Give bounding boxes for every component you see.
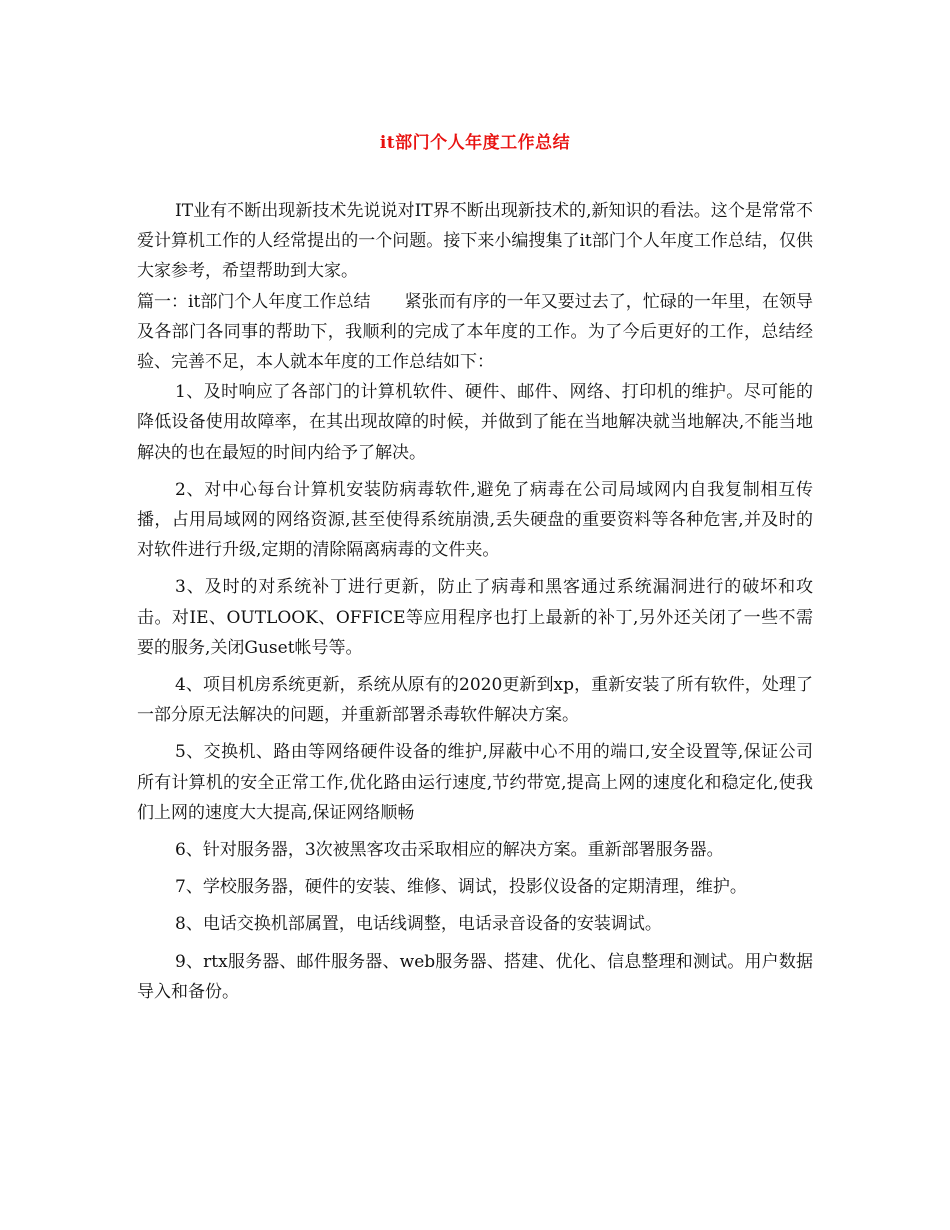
list-item: 2、对中心每台计算机安装防病毒软件,避免了病毒在公司局域网内自我复制相互传播，占用局域网的网络资源,甚至使得系统崩溃,丢失硬盘的重要资料等各种危害,并及时的对软件进行升级,定期的清除隔离病毒的文件夹。 bbox=[137, 479, 813, 561]
section-one-paragraph: 篇一：it部门个人年度工作总结 紧张而有序的一年又要过去了，忙碌的一年里，在领导及各部门各同事的帮助下，我顺利的完成了本年度的工作。为了今后更好的工作，总结经验、完善不足，本人就本年度的工作总结如下： bbox=[137, 291, 813, 373]
list-item: 3、及时的对系统补丁进行更新，防止了病毒和黑客通过系统漏洞进行的破坏和攻击。对IE、OUTLOOK、OFFICE等应用程序也打上最新的补丁,另外还关闭了一些不需要的服务,关闭Guset帐号等。 bbox=[137, 577, 813, 658]
list-item: 6、针对服务器，3次被黑客攻击采取相应的解决方案。重新部署服务器。 bbox=[175, 840, 724, 861]
intro-paragraph: IT业有不断出现新技术先说说对IT界不断出现新技术的,新知识的看法。这个是常常不爱计算机工作的人经常提出的一个问题。接下来小编搜集了it部门个人年度工作总结，仅供大家参考，希望帮助到大家。 bbox=[137, 201, 813, 282]
list-item: 7、学校服务器，硬件的安装、维修、调试，投影仪设备的定期清理，维护。 bbox=[175, 877, 747, 898]
document-body bbox=[137, 196, 813, 1007]
list-item: 1、及时响应了各部门的计算机软件、硬件、邮件、网络、打印机的维护。尽可能的降低设备使用故障率，在其出现故障的时候，并做到了能在当地解决就当地解决,不能当地解决的也在最短的时间内给予了解决。 bbox=[137, 382, 813, 463]
list-item: 4、项目机房系统更新，系统从原有的2020更新到xp，重新安装了所有软件，处理了一部分原无法解决的问题，并重新部署杀毒软件解决方案。 bbox=[137, 675, 813, 726]
list-item: 9、rtx服务器、邮件服务器、web服务器、搭建、优化、信息整理和测试。用户数据导入和备份。 bbox=[137, 951, 813, 1002]
document-title: it部门个人年度工作总结 bbox=[379, 133, 571, 153]
list-item: 8、电话交换机部属置，电话线调整，电话录音设备的安装调试。 bbox=[175, 914, 662, 935]
list-item: 5、交换机、路由等网络硬件设备的维护,屏蔽中心不用的端口,安全设置等,保证公司所有计算机的安全正常工作,优化路由运行速度,节约带宽,提高上网的速度化和稳定化,使我们上网的速度大大提高,保证网络顺畅 bbox=[137, 742, 813, 823]
